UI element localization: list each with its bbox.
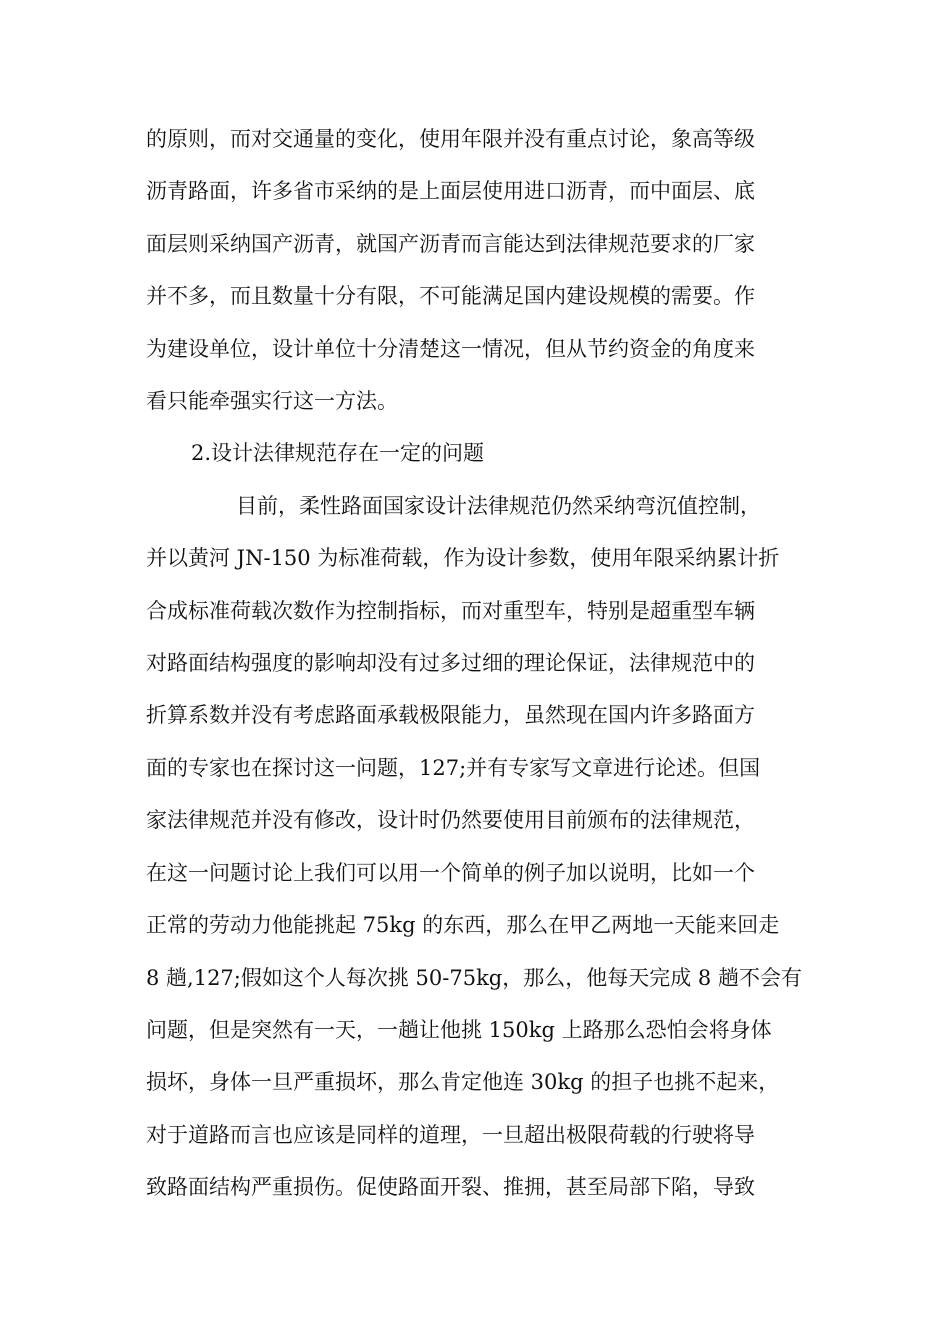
text-line: 对于道路而言也应该是同样的道理，一旦超出极限荷载的行驶将导 xyxy=(146,1123,755,1147)
text-line: 的原则，而对交通量的变化，使用年限并没有重点讨论，象高等级 xyxy=(146,127,755,151)
text-line: 在这一问题讨论上我们可以用一个简单的例子加以说明，比如一个 xyxy=(146,861,755,885)
text-line: 合成标准荷载次数作为控制指标，而对重型车，特别是超重型车辆 xyxy=(146,599,755,623)
text-line: 面层则采纳国产沥青，就国产沥青而言能达到法律规范要求的厂家 xyxy=(146,232,755,256)
paragraph-first-line: 目前，柔性路面国家设计法律规范仍然采纳弯沉值控制， xyxy=(236,494,761,518)
text-line: 面的专家也在探讨这一问题，127;并有专家写文章进行论述。但国 xyxy=(146,756,761,780)
text-line: 并以黄河 JN-150 为标准荷载，作为设计参数，使用年限采纳累计折 xyxy=(146,546,780,570)
text-line: 对路面结构强度的影响却没有过多过细的理论保证，法律规范中的 xyxy=(146,651,755,675)
text-line: 致路面结构严重损伤。促使路面开裂、推拥，甚至局部下陷，导致 xyxy=(146,1175,755,1199)
text-line: 8 趟,127;假如这个人每次挑 50-75kg，那么，他每天完成 8 趟不会有 xyxy=(146,966,802,990)
text-line: 损坏，身体一旦严重损坏，那么肯定他连 30kg 的担子也挑不起来， xyxy=(146,1070,780,1094)
text-line: 问题，但是突然有一天，一趟让他挑 150kg 上路那么恐怕会将身体 xyxy=(146,1018,772,1042)
text-line: 家法律规范并没有修改，设计时仍然要使用目前颁布的法律规范， xyxy=(146,808,755,832)
text-line: 看只能牵强实行这一方法。 xyxy=(146,389,398,413)
text-line: 并不多，而且数量十分有限，不可能满足国内建设规模的需要。作 xyxy=(146,284,755,308)
text-line: 正常的劳动力他能挑起 75kg 的东西，那么在甲乙两地一天能来回走 xyxy=(146,913,780,937)
text-line: 沥青路面，许多省市采纳的是上面层使用进口沥青，而中面层、底 xyxy=(146,179,755,203)
text-line: 折算系数并没有考虑路面承载极限能力，虽然现在国内许多路面方 xyxy=(146,703,755,727)
section-heading: 2.设计法律规范存在一定的问题 xyxy=(191,441,485,465)
text-line: 为建设单位，设计单位十分清楚这一情况，但从节约资金的角度来 xyxy=(146,337,755,361)
